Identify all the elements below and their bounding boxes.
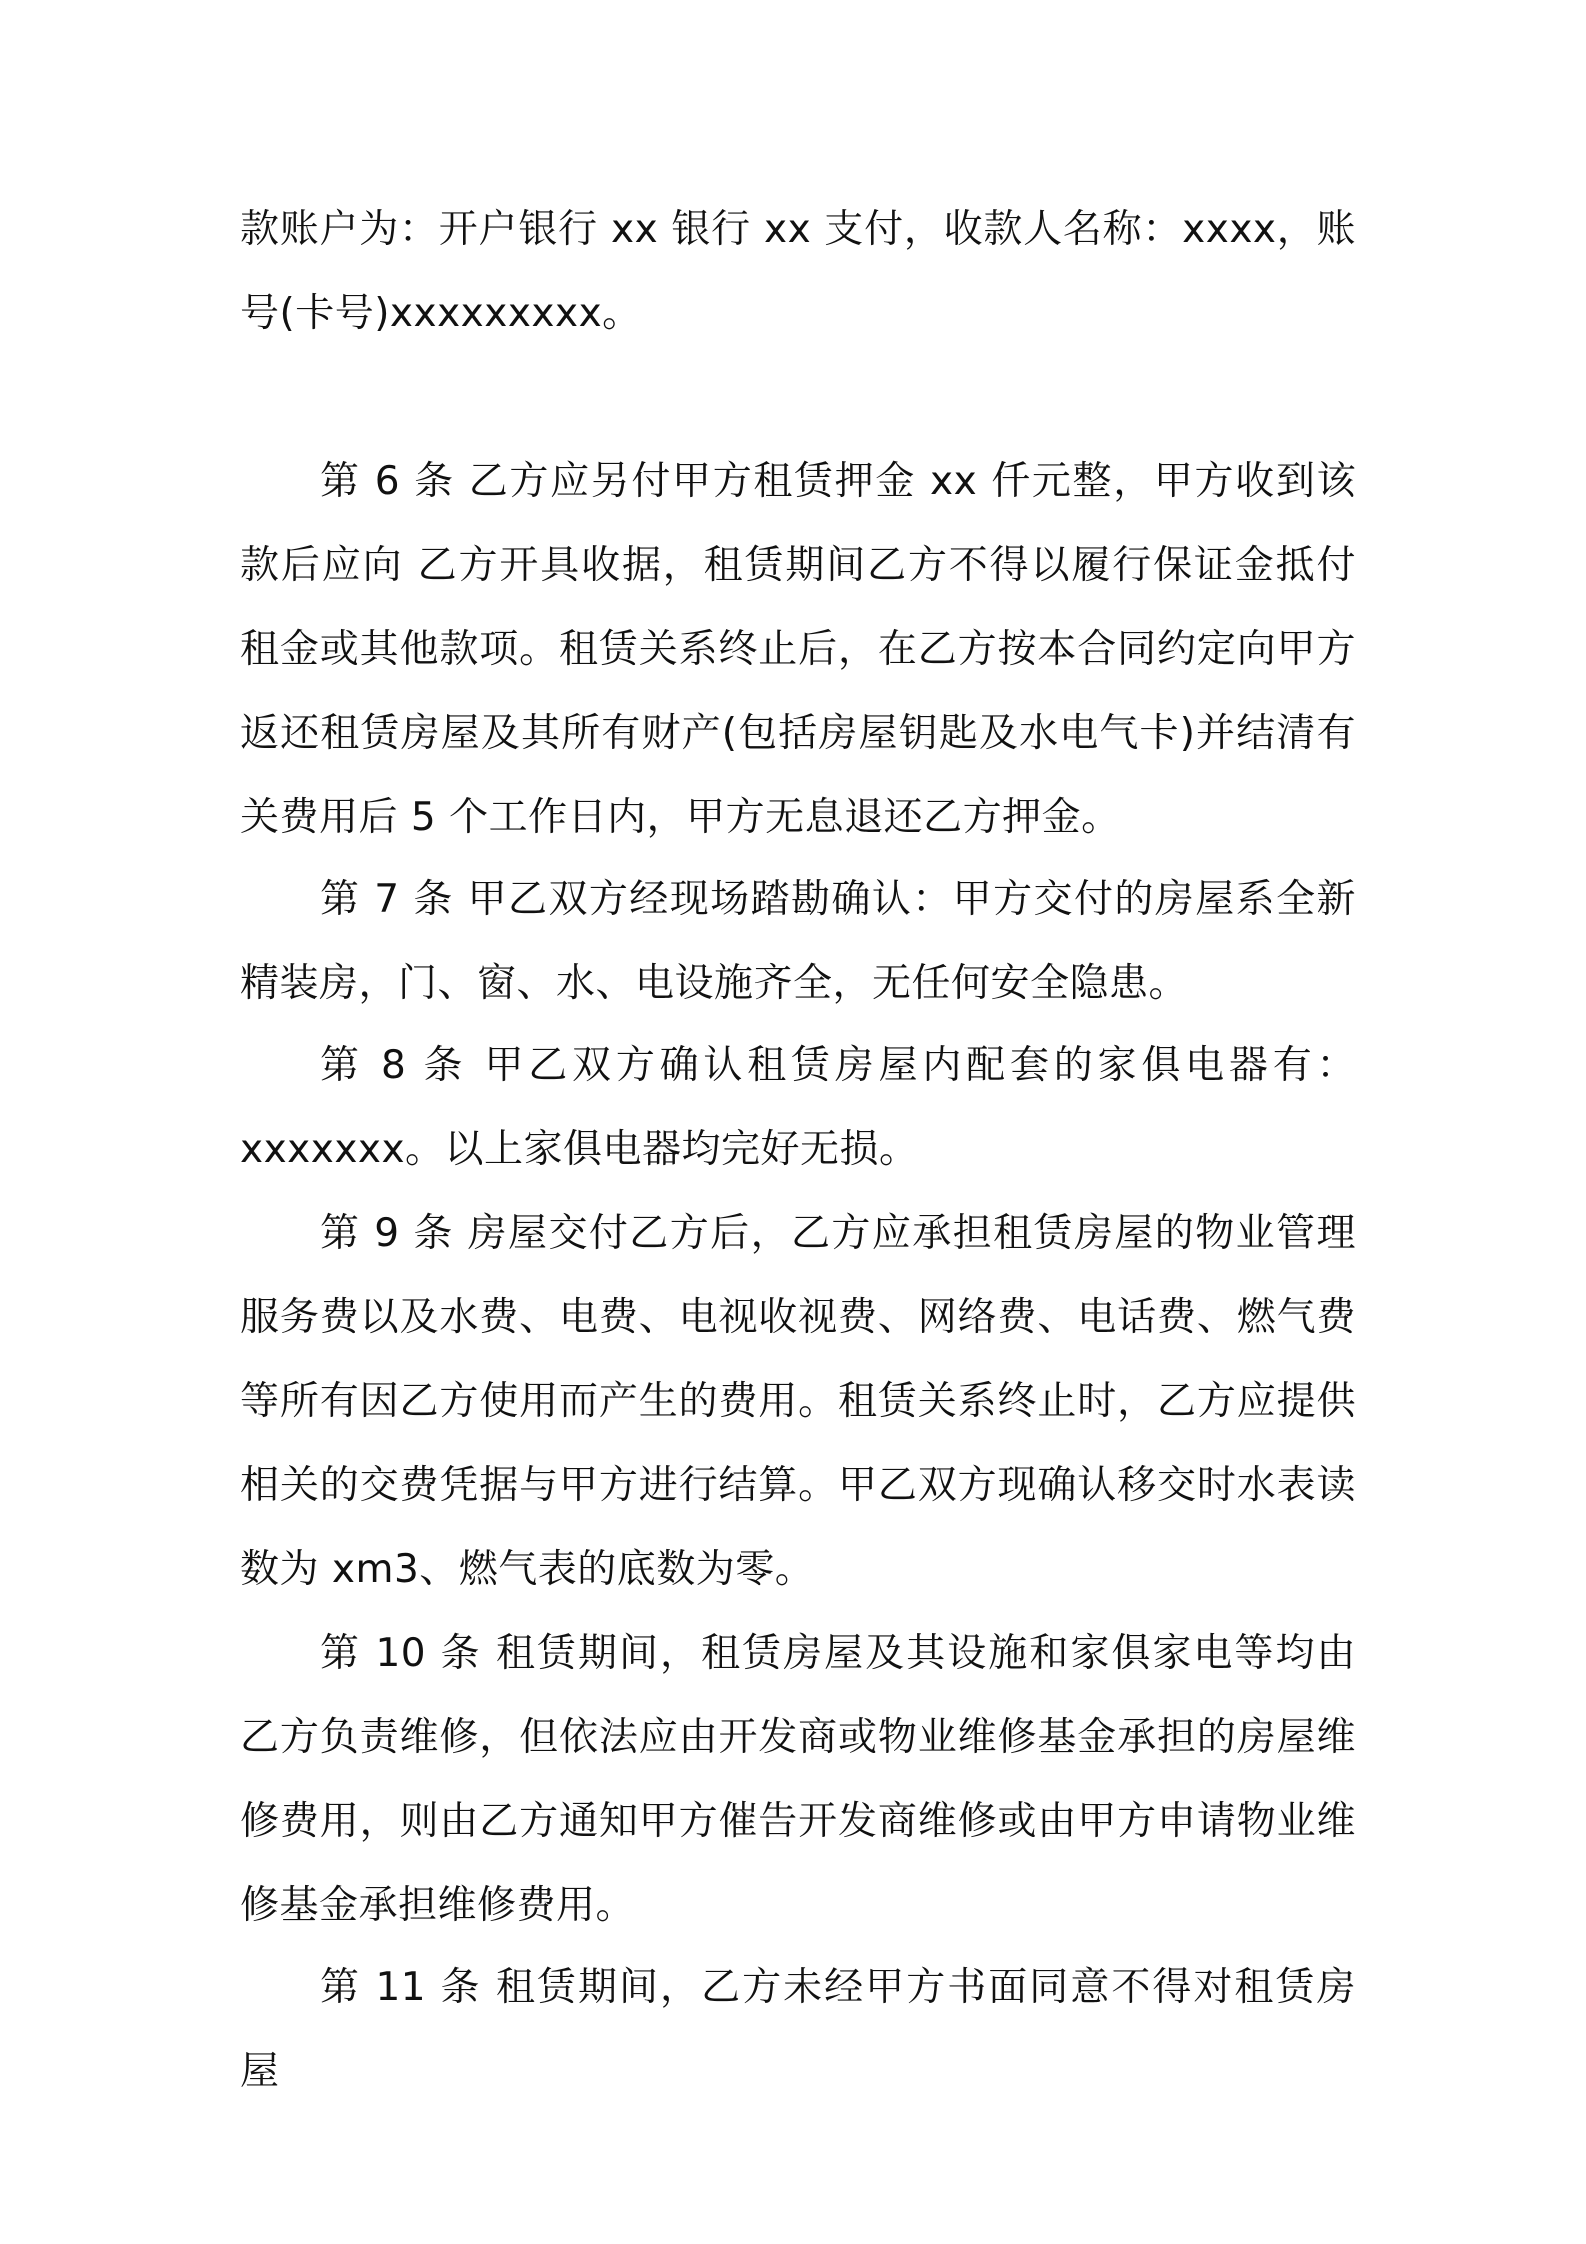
article-6-paragraph: 第 6 条 乙方应另付甲方租赁押金 xx 仟元整，甲方收到该款后应向 乙方开具收据，租赁期间乙方不得以履行保证金抵付租金或其他款项。租赁关系终止后，在乙方按本合同约定向甲方返还租赁房屋及其所有财产(包括房屋钥匙及水电气卡)并结清有关费用后 5 个工作日内，甲方无息退还乙方押金。 bbox=[240, 459, 1356, 840]
article-9-paragraph: 第 9 条 房屋交付乙方后，乙方应承担租赁房屋的物业管理服务费以及水费、电费、电视收视费、网络费、电话费、燃气费等所有因乙方使用而产生的费用。租赁关系终止时，乙方应提供相关的交费凭据与甲方进行结算。甲乙双方现确认移交时水表读数为 xm3、燃气表的底数为零。 bbox=[240, 1211, 1356, 1592]
account-paragraph: 款账户为：开户银行 xx 银行 xx 支付，收款人名称：xxxx，账号(卡号)xxxxxxxxx。 bbox=[240, 207, 1356, 336]
article-7-paragraph: 第 7 条 甲乙双方经现场踏勘确认：甲方交付的房屋系全新精装房，门、窗、水、电设施齐全，无任何安全隐患。 bbox=[240, 877, 1356, 1006]
article-10-paragraph: 第 10 条 租赁期间，租赁房屋及其设施和家俱家电等均由乙方负责维修，但依法应由开发商或物业维修基金承担的房屋维修费用，则由乙方通知甲方催告开发商维修或由甲方申请物业维修基金承担维修费用。 bbox=[240, 1631, 1356, 1928]
article-11-paragraph: 第 11 条 租赁期间，乙方未经甲方书面同意不得对租赁房屋 bbox=[240, 1965, 1356, 2094]
article-8-paragraph: 第 8 条 甲乙双方确认租赁房屋内配套的家俱电器有：xxxxxxx。以上家俱电器均完好无损。 bbox=[240, 1043, 1356, 1172]
